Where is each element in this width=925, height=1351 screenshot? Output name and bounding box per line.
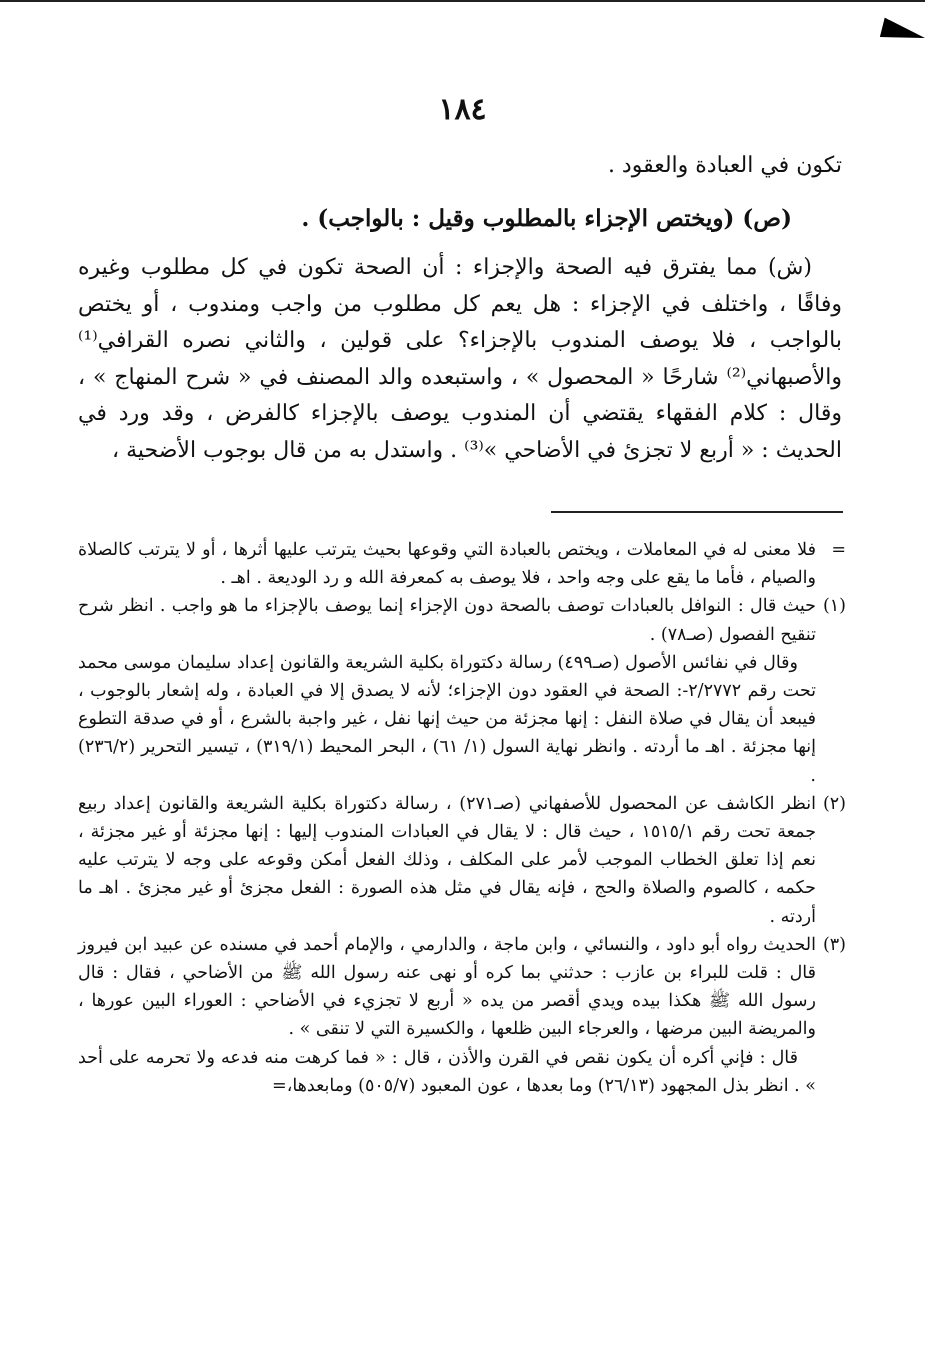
main-text bbox=[78, 148, 842, 469]
footnotes bbox=[78, 536, 846, 1100]
page-number: ١٨٤ bbox=[438, 92, 487, 127]
top-rule bbox=[0, 0, 925, 2]
sharh-paragraph: (ش) مما يفترق فيه الصحة والإجزاء : أن الصحة تكون في كل مطلوب وغيره وفاقًا ، واختلف في الإجزاء : هل يعم كل مطلوب من واجب ومندوب ، أو يختص بالواجب ، فلا يوصف المندوب بالإجزاء؟ على قولين ، والثاني نصره القرافي⁽¹⁾ والأصبهاني⁽²⁾ شارحًا « المحصول » ، واستبعده والد المصنف في « شرح المنهاج » ، وقال : كلام الفقهاء يقتضي أن المندوب يوصف بالإجزاء كالفرض ، وقد ورد في الحديث : « أربع لا تجزئ في الأضاحي »⁽³⁾ . واستدل به من قال بوجوب الأضحية ، bbox=[78, 255, 842, 463]
footnote-1-mark: (١) bbox=[822, 596, 846, 617]
footnote-3-text: الحديث رواه أبو داود ، والنسائي ، وابن ماجة ، والدارمي ، والإمام أحمد في مسنده عن عبيد ابن فيروز قال : قلت للبراء بن عازب : حدثني بما كره أو نهى عنه رسول الله ﷺ من الأضاحي ، فقال : قال رسول الله ﷺ هكذا بيده ويدي أقصر من يده « أربع لا تجزيء في الأضاحي : العوراء البين عورها ، والمريضة البين مرضها ، والعرجاء البين ظلعها ، والكسيرة التي لا تنقى » . bbox=[78, 934, 816, 1040]
intro-line: تكون في العبادة والعقود . bbox=[607, 153, 842, 178]
footnote-continuation bbox=[78, 536, 846, 592]
matn-statement: (ص) (ويختص الإجزاء بالمطلوب وقيل : بالواجب) . bbox=[301, 204, 792, 232]
footnote-3-mark: (٣) bbox=[822, 934, 846, 955]
footnote-2 bbox=[78, 790, 846, 931]
footnote-3-continued: قال : فإني أكره أن يكون نقص في القرن والأذن ، قال : « فما كرهت منه فدعه ولا تحرمه على أحد » . انظر بذل المجهود (٢٦/١٣) وما بعدها ، عون المعبود (٥٠٥/٧) ومابعدها،= bbox=[78, 1047, 816, 1096]
footnote-2-text: انظر الكاشف عن المحصول للأصفهاني (صـ٢٧١) ، رسالة دكتوراة بكلية الشريعة والقانون إعداد ربيع جمعة تحت رقم ١٥١٥/١ ، حيث قال : لا يقال في العبادات المندوب إليها : إنها مجزئة أو غير مجزئة ، نعم إذا تعلق الخطاب الموجب لأمر على المكلف ، وذلك الفعل أمكن وقوعه على وجه لا يترتب عليه حكمه ، كالصوم والصلاة والحج ، فإنه يقال في مثل هذه الصورة : الفعل مجزئ أو غير مجزئ . اهـ ما أردته . bbox=[78, 793, 817, 927]
footnote-1 bbox=[78, 592, 846, 648]
footnote-1-continued: وقال في نفائس الأصول (صـ٤٩٩) رسالة دكتوراة بكلية الشريعة والقانون إعداد سليمان موسى محمد تحت رقم ٢/٢٧٧٢-: الصحة في العقود دون الإجزاء؛ لأنه لا يصدق إلا في العبادة ، وله إشعار بالوجوب ، فيبعد أن يقال في صلاة النفل : إنها مجزئة من حيث إنها نفل ، غير واجبة بالشرع ، أو في صدقة التطوع إنها مجزئة . اهـ ما أردته . وانظر نهاية السول (١/ ٦١) ، البحر المحيط (٣١٩/١) ، تيسير التحرير (٢٣٦/٢) . bbox=[78, 652, 816, 786]
footnote-2-mark: (٢) bbox=[822, 793, 846, 814]
footnote-separator bbox=[551, 511, 843, 513]
footnote-3 bbox=[78, 931, 846, 1044]
continuation-mark: = bbox=[831, 540, 846, 560]
corner-tab-mark bbox=[880, 18, 925, 48]
footnote-1-text: حيث قال : النوافل بالعبادات توصف بالصحة دون الإجزاء إنما يوصف بالإجزاء ما هو واجب . انظر شرح تنقيح الفصول (صـ٧٨) . bbox=[78, 596, 816, 645]
footnote-continuation-text: فلا معنى له في المعاملات ، ويختص بالعبادة التي وقوعها بحيث يترتب عليها أثرها ، أو لا يترتب كالصلاة والصيام ، فأما ما يقع على وجه واحد ، فلا يوصف به كمعرفة الله و رد الوديعة . اهـ . bbox=[78, 540, 816, 589]
